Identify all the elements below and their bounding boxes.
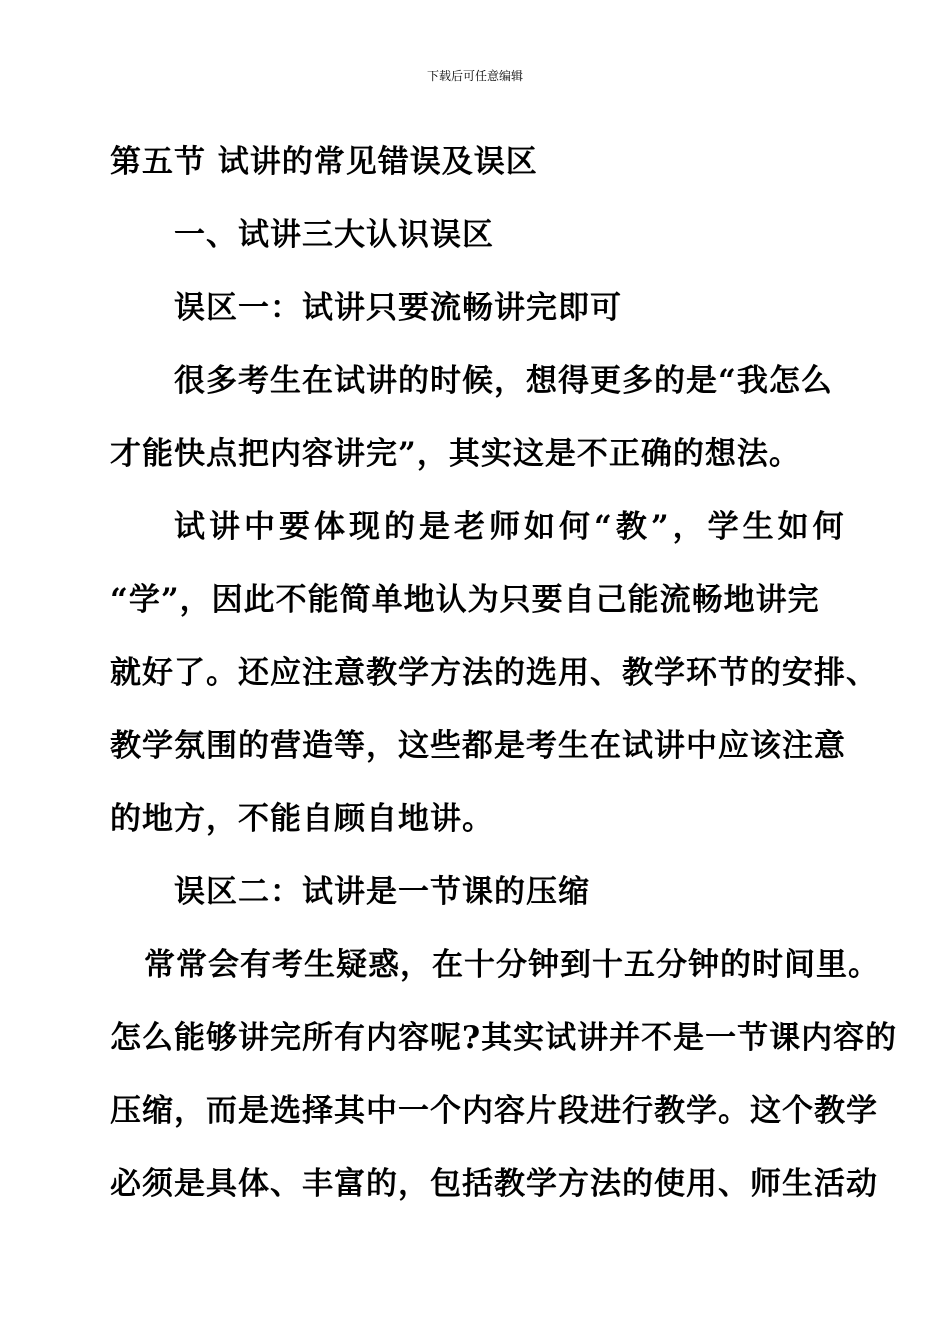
heading-1: 一、试讲三大认识误区 (174, 217, 494, 253)
paragraph-2-line-3: 就好了。还应注意教学方法的选用、教学环节的安排、 (110, 655, 878, 691)
paragraph-3-line-1: 常常会有考生疑惑，在十分钟到十五分钟的时间里。 (144, 947, 880, 983)
paragraph-2-line-2: “学”，因此不能简单地认为只要自己能流畅地讲完 (110, 582, 820, 618)
paragraph-2-line-1: 试讲中要体现的是老师如何“教”，学生如何 (174, 509, 848, 545)
myth-1-title: 误区一：试讲只要流畅讲完即可 (174, 290, 622, 326)
paragraph-3-line-3: 压缩，而是选择其中一个内容片段进行教学。这个教学 (110, 1093, 878, 1129)
page-header: 下载后可任意编辑 (426, 69, 523, 83)
paragraph-2-line-4: 教学氛围的营造等，这些都是考生在试讲中应该注意 (110, 728, 846, 764)
paragraph-3-line-4: 必须是具体、丰富的，包括教学方法的使用、师生活动 (110, 1166, 878, 1202)
paragraph-3-line-2: 怎么能够讲完所有内容呢?其实试讲并不是一节课内容的 (110, 1020, 898, 1056)
paragraph-1-line-2: 才能快点把内容讲完”，其实这是不正确的想法。 (110, 436, 801, 472)
document-body (110, 126, 910, 1221)
paragraph-1-line-1: 很多考生在试讲的时候，想得更多的是“我怎么 (174, 363, 833, 399)
myth-2-title: 误区二：试讲是一节课的压缩 (174, 874, 590, 910)
paragraph-2-line-5: 的地方，不能自顾自地讲。 (110, 801, 494, 837)
section-title: 第五节 试讲的常见错误及误区 (110, 144, 538, 180)
